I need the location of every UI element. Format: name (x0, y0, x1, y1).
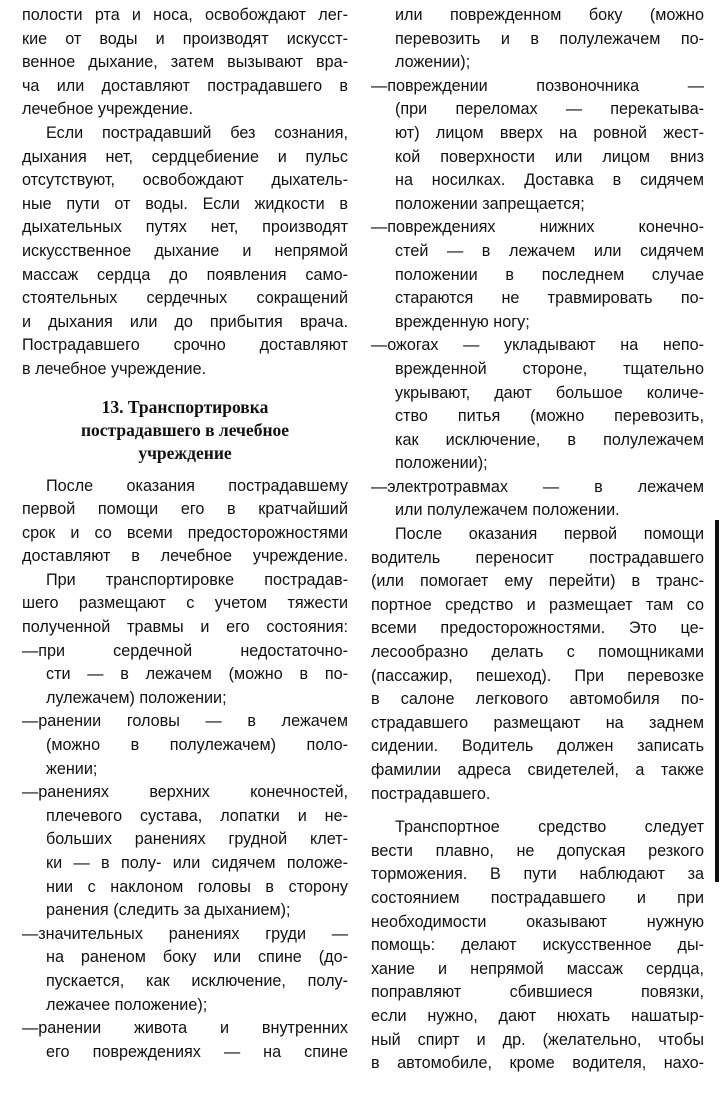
text-line: (пассажир, пешеход). При перевозке (371, 666, 704, 685)
text-line: кие от воды и производят искусст- (22, 29, 348, 48)
text-line: страдавшего размещают на заднем (371, 713, 704, 732)
text-line: необходимости оказывают нужную (371, 912, 704, 931)
text-line: или поврежденном боку (можно (395, 6, 704, 24)
text-line: полости рта и носа, освобождают лег- (22, 6, 348, 24)
text-line: в лечебное учреждение. (22, 359, 207, 378)
text-line: жении; (46, 759, 98, 778)
text-line: (можно в полулежачем) поло- (46, 736, 348, 755)
text-line: врежденную ногу; (395, 312, 530, 331)
text-line: ложении); (395, 53, 471, 72)
text-line: сти — в лежачем (можно в по- (46, 665, 348, 684)
text-line: полученной травмы и его состояния: (22, 618, 348, 637)
text-line: стей — в лежачем или сидячем (395, 241, 704, 260)
section-heading-line: пострадавшего в лечебное (80, 419, 290, 440)
text-line: ранения (следить за дыханием); (46, 901, 291, 920)
text-line: —повреждении позвоночника — (371, 76, 704, 95)
text-line: (при переломах — перекатыва- (395, 100, 704, 119)
text-line: Если пострадавший без сознания, (46, 123, 348, 142)
text-line: шего размещают с учетом тяжести (22, 594, 348, 613)
text-line: торможения. В пути наблюдают за (371, 865, 704, 884)
text-line: портное средство и размещает там со (371, 595, 704, 614)
text-line: венное дыхание, затем вызывают вра- (22, 53, 348, 72)
text-line: После оказания пострадавшему (46, 476, 348, 495)
text-line: лулежачем) положении; (46, 688, 227, 707)
text-line: дыхания нет, сердцебиение и пульс (22, 147, 348, 166)
paragraph-spacer (371, 806, 704, 816)
text-line: плечевого сустава, лопатки и не- (46, 806, 348, 825)
text-line: или полулежачем положении. (395, 501, 620, 520)
text-line: если нужно, дают нюхать нашатыр- (371, 1006, 704, 1025)
right-column (371, 4, 704, 1076)
text-line: положении запрещается; (395, 194, 585, 213)
text-line: ют) лицом вверх на ровной жест- (395, 123, 704, 142)
text-line: —ожогах — укладывают на непо- (371, 336, 704, 355)
section-heading-line: учреждение (138, 442, 232, 463)
text-line: вести плавно, не допуская резкого (371, 841, 704, 860)
text-line: ство питья (можно перевозить, (395, 407, 704, 426)
section-heading-line: 13. Транспортировка (101, 396, 269, 417)
text-line: пострадавшего. (371, 784, 491, 803)
text-line: Транспортное средство следует (395, 818, 704, 837)
margin-bar (715, 520, 719, 882)
paragraph-spacer (22, 382, 348, 396)
text-line: При транспортировке пострадав- (46, 570, 348, 589)
text-line: и дыхания или до прибытия врача. (22, 312, 348, 331)
text-line: ный спирт и др. (желательно, чтобы (371, 1030, 704, 1049)
text-line: врежденной стороне, тщательно (395, 359, 704, 378)
text-line: помощь: делают искусственное ды- (371, 936, 704, 955)
text-line: Пострадавшего срочно доставляют (22, 336, 348, 355)
text-line: на раненом боку или спине (до- (46, 948, 348, 967)
text-line: на носилках. Доставка в сидячем (395, 171, 704, 190)
text-line: положении в последнем случае (395, 265, 704, 284)
text-line: массаж сердца до появления само- (22, 265, 348, 284)
text-line: искусственное дыхание и непрямой (22, 241, 348, 260)
text-line: поправляют сбившиеся повязки, (371, 983, 704, 1002)
text-line: отсутствуют, освобождают дыхатель- (22, 171, 348, 190)
text-line: (или помогает ему перейти) в транс- (371, 572, 704, 591)
text-line: доставляют в лечебное учреждение. (22, 547, 348, 566)
text-line: стараются не травмировать по- (395, 289, 704, 308)
text-line: хание и непрямой массаж сердца, (371, 959, 704, 978)
text-line: лечебное учреждение. (22, 100, 193, 119)
text-line: водитель переносит пострадавшего (371, 548, 704, 567)
text-line: в автомобиле, кроме водителя, нахо- (371, 1054, 704, 1073)
text-line: —при сердечной недостаточно- (22, 641, 348, 660)
text-line: ные пути от воды. Если жидкости в (22, 194, 348, 213)
text-line: кой поверхности или лицом вниз (395, 147, 704, 166)
text-line: —повреждениях нижних конечно- (371, 218, 704, 237)
text-line: После оказания первой помощи (395, 525, 704, 544)
text-line: перевозить и в полулежачем по- (395, 29, 704, 48)
text-line: состоянием пострадавшего и при (371, 888, 704, 907)
left-column (22, 4, 348, 1064)
text-line: в салоне легкового автомобиля по- (371, 690, 704, 709)
text-line: больших ранениях грудной клет- (46, 830, 348, 849)
text-line: укрывают, дают большое количе- (395, 383, 704, 402)
text-line: всеми предосторожностями. Это це- (371, 619, 704, 638)
text-line: пускается, как исключение, полу- (46, 971, 348, 990)
text-line: первой помощи его в кратчайший (22, 500, 348, 519)
text-line: —электротравмах — в лежачем (371, 477, 704, 496)
text-line: как исключение, в полулежачем (395, 430, 704, 449)
text-line: —значительных ранениях груди — (22, 924, 348, 943)
text-line: лесообразно делать с помощниками (371, 643, 704, 662)
text-line: стоятельных сердечных сокращений (22, 289, 348, 308)
text-line: лежачее положение); (46, 995, 208, 1014)
text-line: дыхательных путях нет, производят (22, 218, 348, 237)
text-line: срок и со всеми предосторожностями (22, 523, 348, 542)
text-line: сидении. Водитель должен записать (371, 737, 704, 756)
text-line: —ранениях верхних конечностей, (22, 783, 348, 802)
text-line: фамилии адреса свидетелей, а также (371, 761, 704, 779)
text-line: —ранении головы — в лежачем (22, 712, 348, 731)
paragraph-spacer (22, 465, 348, 475)
text-line: положении); (395, 454, 488, 473)
text-line: ки — в полу- или сидячем положе- (46, 854, 348, 872)
text-line: ча или доставляют пострадавшего в (22, 76, 348, 95)
text-line: —ранении живота и внутренних (22, 1019, 348, 1038)
text-line: нии с наклоном головы в сторону (46, 877, 348, 896)
text-line: его повреждениях — на спине (46, 1042, 348, 1061)
